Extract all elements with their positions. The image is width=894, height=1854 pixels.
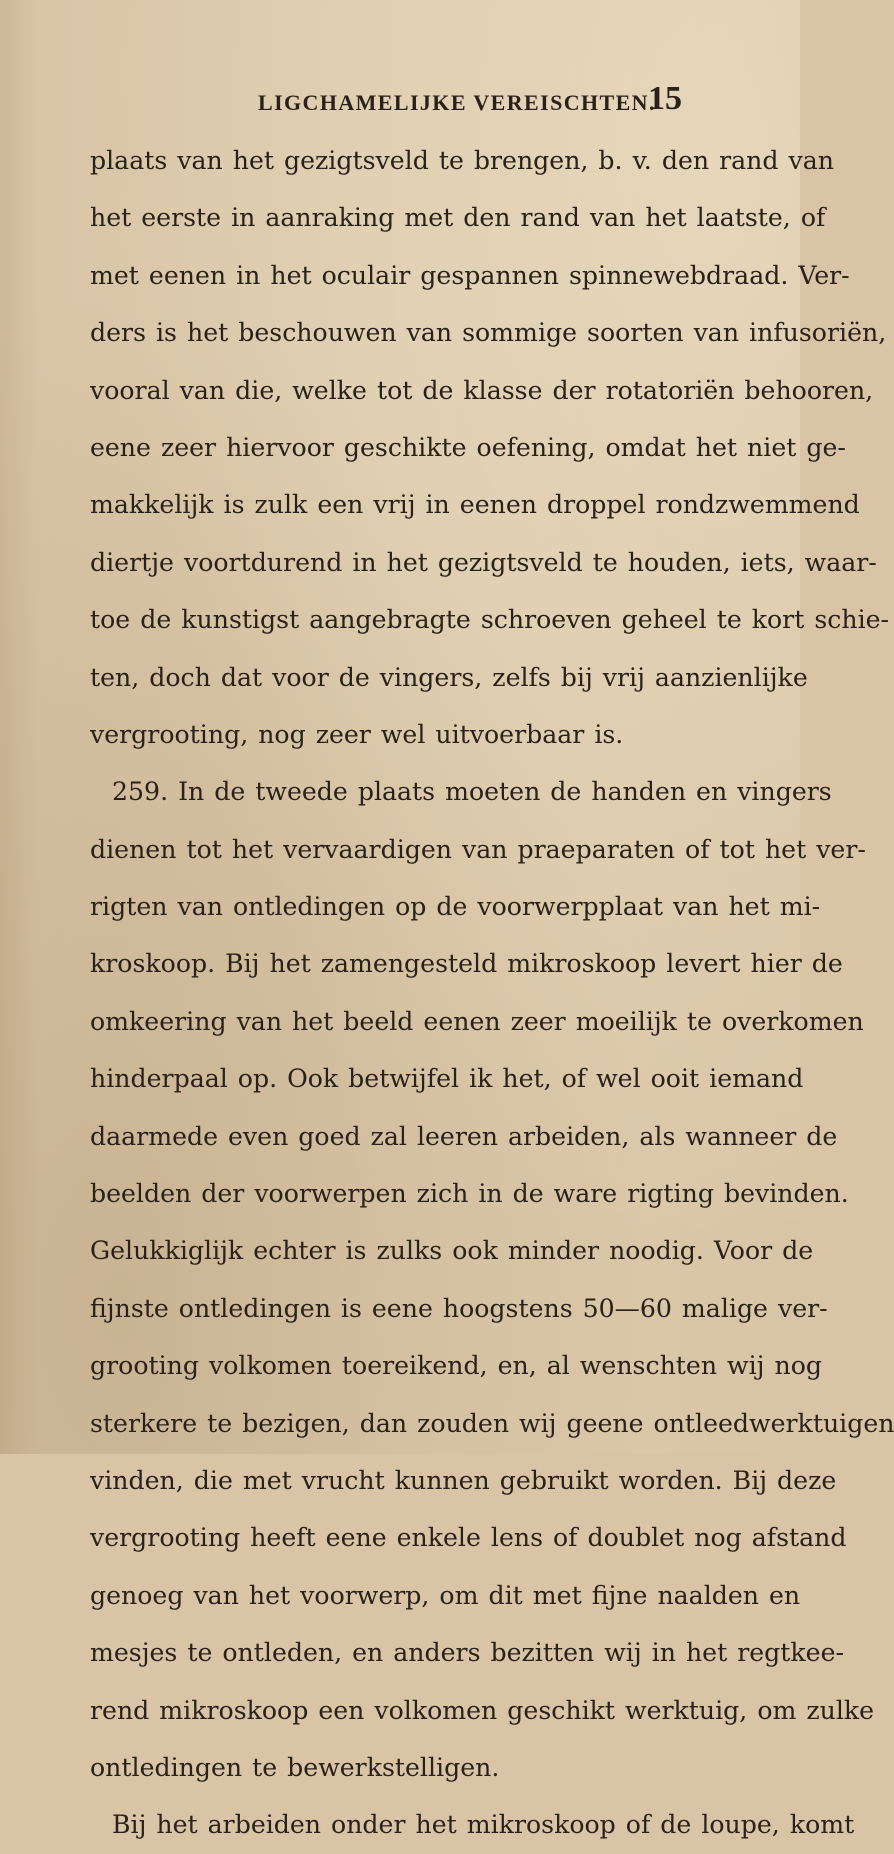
text-line: vooral van die, welke tot de klasse der rotatoriën behooren, (90, 375, 874, 405)
text-line-section-259-start: 259. In de tweede plaats moeten de handen en vingers (112, 777, 832, 807)
text-line: rigten van ontledingen op de voorwerpplaat van het mi- (90, 892, 821, 922)
text-line: grooting volkomen toereikend, en, al wenschten wij nog (90, 1351, 822, 1381)
text-line: genoeg van het voorwerp, om dit met fijne naalden en (90, 1580, 801, 1610)
text-line: beelden der voorwerpen zich in de ware rigting bevinden. (90, 1179, 849, 1209)
text-line: het eerste in aanraking met den rand van het laatste, of (90, 203, 826, 233)
text-line: hinderpaal op. Ook betwijfel ik het, of wel ooit iemand (90, 1064, 804, 1094)
text-line: vinden, die met vrucht kunnen gebruikt worden. Bij deze (90, 1465, 837, 1495)
text-line: daarmede even goed zal leeren arbeiden, als wanneer de (90, 1121, 838, 1151)
body-text (90, 132, 894, 1854)
running-head (0, 82, 800, 122)
text-line: sterkere te bezigen, dan zouden wij geene ontleedwerktuigen (90, 1408, 894, 1438)
text-line: eene zeer hiervoor geschikte oefening, omdat het niet ge- (90, 432, 846, 462)
text-line: diertje voortdurend in het gezigtsveld te houden, iets, waar- (90, 547, 877, 577)
text-line: kroskoop. Bij het zamengesteld mikroskoop levert hier de (90, 949, 843, 979)
text-line-paragraph-end: ontledingen te bewerkstelligen. (90, 1752, 500, 1782)
text-line: rend mikroskoop een volkomen geschikt werktuig, om zulke (90, 1695, 875, 1725)
text-line: plaats van het gezigtsveld te brengen, b. v. den rand van (90, 146, 834, 175)
text-line: Gelukkiglijk echter is zulks ook minder noodig. Voor de (90, 1236, 814, 1266)
text-line: mesjes te ontleden, en anders bezitten wij in het regtkee- (90, 1638, 844, 1668)
text-line: makkelijk is zulk een vrij in eenen droppel rondzwemmend (90, 490, 860, 520)
text-line: vergrooting heeft eene enkele lens of doublet nog afstand (90, 1523, 847, 1553)
text-line: ders is het beschouwen van sommige soorten van infusoriën, (90, 318, 887, 348)
text-line-paragraph-start: Bij het arbeiden onder het mikroskoop of de loupe, komt (112, 1810, 855, 1840)
text-line: fijnste ontledingen is eene hoogstens 50—60 malige ver- (90, 1293, 828, 1323)
text-line: ten, doch dat voor de vingers, zelfs bij vrij aanzienlijke (90, 662, 808, 692)
text-line: met eenen in het oculair gespannen spinnewebdraad. Ver- (90, 260, 850, 290)
running-title: LIGCHAMELIJKE VEREISCHTEN. (258, 90, 656, 115)
text-line: dienen tot het vervaardigen van praeparaten of tot het ver- (90, 834, 866, 864)
page-number: 15 (648, 80, 682, 117)
text-line-paragraph-end: vergrooting, nog zeer wel uitvoerbaar is. (90, 719, 624, 749)
text-line: toe de kunstigst aangebragte schroeven geheel te kort schie- (90, 605, 890, 635)
text-line: omkeering van het beeld eenen zeer moeilijk te overkomen (90, 1006, 864, 1036)
